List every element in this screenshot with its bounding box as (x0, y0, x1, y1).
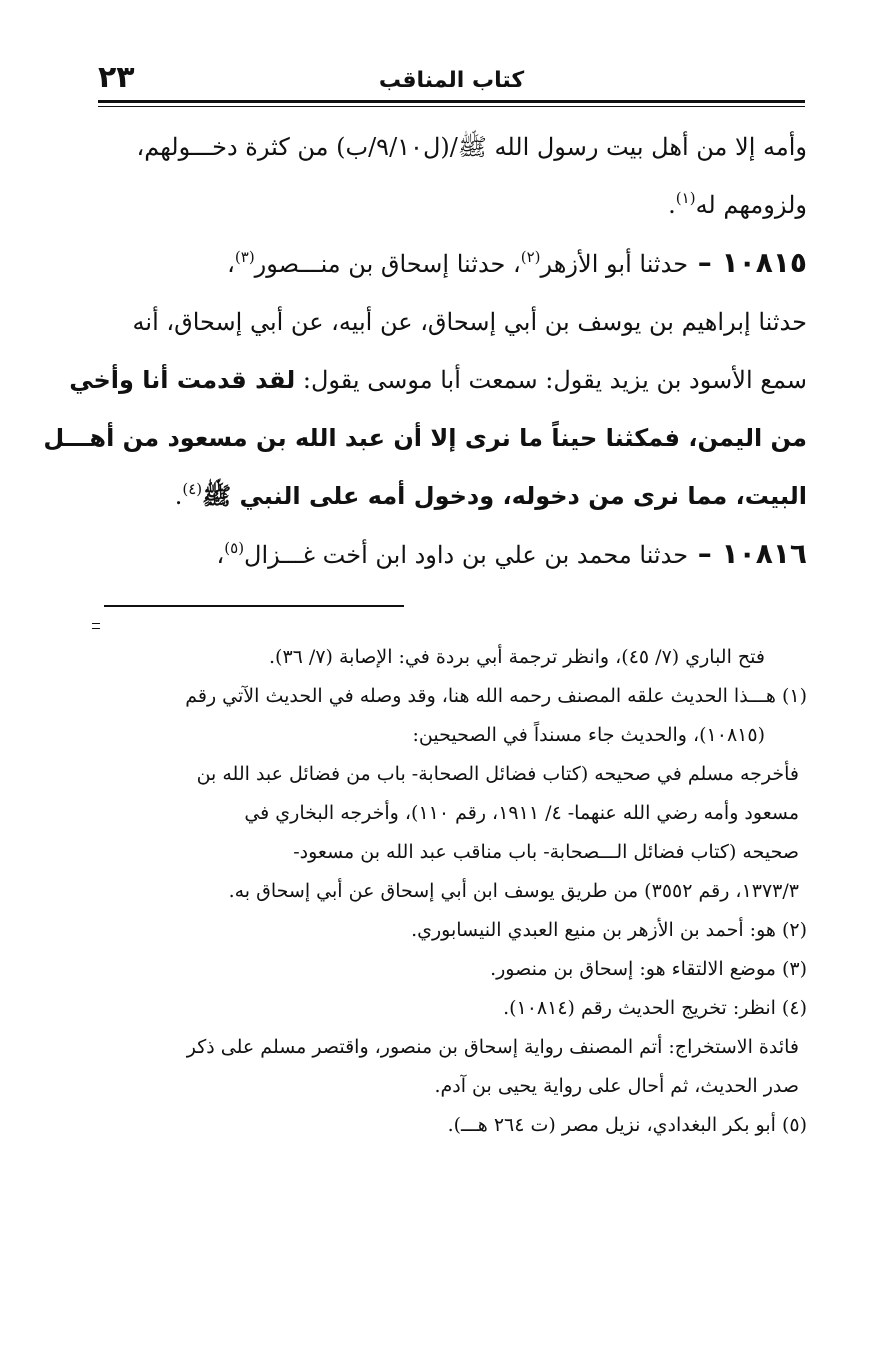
footnote-1-line: فأخرجه مسلم في صحيحه (كتاب فضائل الصحابة- باب من فضائل عبد الله بن (196, 763, 799, 785)
text-segment: ، (216, 541, 225, 569)
hadith-10815 (43, 234, 807, 525)
footnote-1: (١) هـــذا الحديث علقه المصنف رحمه الله هنا، وقد وصله في الحديث الآتي رقم (185, 685, 807, 707)
footnote-ref: (٢) (520, 248, 541, 266)
header-rule-thin (98, 106, 805, 107)
text-segment: ، (227, 250, 235, 278)
matn-bold: البيت، مما نرى من دخوله، ودخول أمه على النبي ﷺ (202, 482, 807, 510)
text-line (95, 176, 807, 234)
text-line (69, 351, 807, 409)
text-segment: حدثنا أبو الأزهر (540, 250, 689, 278)
text-segment: . (174, 482, 183, 510)
footnote-1-line: (١٠٨١٥)، والحديث جاء مسنداً في الصحيحين: (412, 724, 765, 746)
page-header (98, 62, 805, 102)
text-line (95, 525, 807, 584)
hadith-10816 (95, 525, 807, 584)
footnote-4-note: فائدة الاستخراج: أتم المصنف رواية إسحاق بن منصور، واقتصر مسلم على ذكر (186, 1036, 799, 1058)
text-line (95, 234, 807, 293)
text-line: حدثنا إبراهيم بن يوسف بن أبي إسحاق، عن أبيه، عن أبي إسحاق، أنه (132, 308, 807, 336)
hadith-dash: – (688, 537, 722, 570)
text-segment: . (668, 191, 676, 219)
running-title: كتاب المناقب (378, 68, 525, 93)
text-segment: حدثنا محمد بن علي بن داود ابن أخت غـــزال (244, 541, 689, 569)
footnote-4: (٤) انظر: تخريج الحديث رقم (١٠٨١٤). (503, 997, 807, 1019)
text-segment: ، حدثنا إسحاق بن منـــصور (254, 250, 521, 278)
footnote-1-line: مسعود وأمه رضي الله عنهما- ٤/ ١٩١١، رقم ١١٠)، وأخرجه البخاري في (244, 802, 799, 824)
footnote-ref: (١) (675, 189, 696, 207)
hadith-number: ١٠٨١٥ (721, 246, 807, 279)
footnote-separator (104, 605, 404, 607)
hadith-dash: – (688, 246, 722, 279)
matn-bold: لقد قدمت أنا وأخي (69, 366, 296, 394)
footnote-ref: (٥) (224, 539, 245, 557)
footnote-ref: (٤) (182, 480, 203, 498)
hadith-number: ١٠٨١٦ (721, 537, 807, 570)
footnote-3: (٣) موضع الالتقاء هو: إسحاق بن منصور. (490, 958, 807, 980)
matn-bold: من اليمن، فمكثنا حيناً ما نرى إلا أن عبد الله بن مسعود من أهـــل (43, 424, 807, 452)
footnote-2: (٢) هو: أحمد بن الأزهر بن منيع العبدي النيسابوري. (411, 919, 807, 941)
text-line (95, 467, 807, 525)
footnote-4-note: صدر الحديث، ثم أحال على رواية يحيى بن آدم. (434, 1075, 799, 1097)
footnote-carry: فتح الباري (٧/ ٤٥)، وانظر ترجمة أبي بردة في: الإصابة (٧/ ٣٦). (268, 646, 765, 668)
footnote-continuation-mark (92, 623, 100, 629)
footnote-ref: (٣) (234, 248, 255, 266)
footnote-1-line: ١٣٧٣/٣، رقم ٣٥٥٢) من طريق يوسف ابن أبي إسحاق عن أبي إسحاق به. (228, 880, 799, 902)
main-text (43, 118, 807, 584)
text-line: وأمه إلا من أهل بيت رسول الله ﷺ/(ل٩/١٠/ب) من كثرة دخـــولهم، (136, 133, 807, 161)
text-segment: سمع الأسود بن يزيد يقول: سمعت أبا موسى يقول: (295, 366, 807, 394)
footnotes (98, 638, 807, 1145)
page-number: ٢٣ (98, 60, 135, 95)
opening-paragraph (95, 118, 807, 234)
footnote-1-line: صحيحه (كتاب فضائل الـــصحابة- باب مناقب عبد الله بن مسعود- (293, 841, 799, 863)
footnote-5: (٥) أبو بكر البغدادي، نزيل مصر (ت ٢٦٤ هـــ). (447, 1114, 807, 1136)
header-rule-thick (98, 100, 805, 103)
text-segment: ولزومهم له (695, 191, 807, 219)
